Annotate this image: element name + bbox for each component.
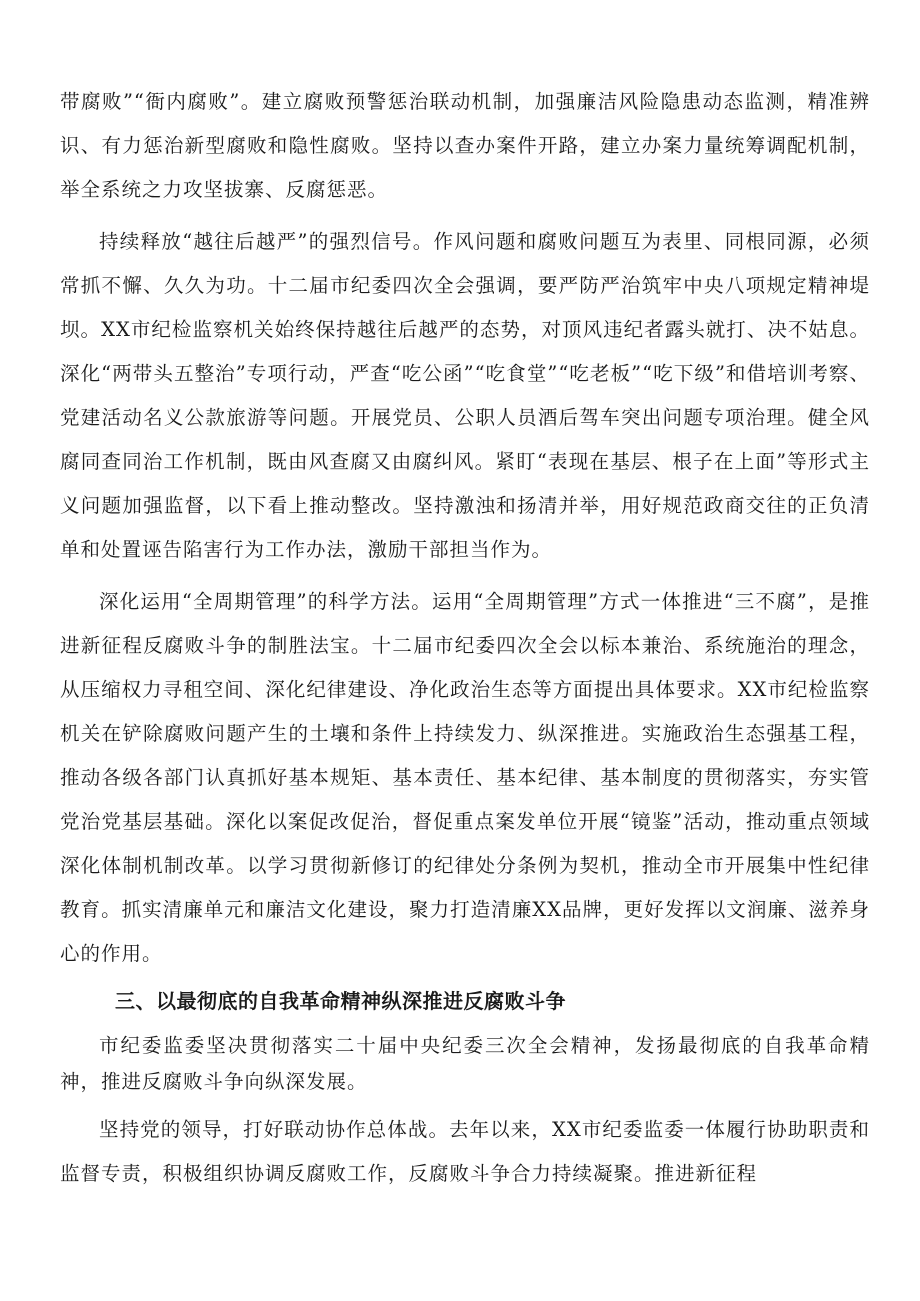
section-paragraph-1: 市纪委监委坚决贯彻落实二十届中央纪委三次全会精神，发扬最彻底的自我革命精神，推进反腐败斗争向纵深发展。 xyxy=(60,1034,870,1093)
section-heading: 三、以最彻底的自我革命精神纵深推进反腐败斗争 xyxy=(115,989,566,1013)
section-paragraph-2: 坚持党的领导，打好联动协作总体战。去年以来，XX市纪委监委一体履行协助职责和监督专责，积极组织协调反腐败工作，反腐败斗争合力持续凝聚。推进新征程 xyxy=(60,1118,870,1185)
paragraph-3: 深化运用“全周期管理”的科学方法。运用“全周期管理”方式一体推进“三不腐”，是推进新征程反腐败斗争的制胜法宝。十二届市纪委四次全会以标本兼治、系统施治的理念，从压缩权力寻租空间、深化纪律建设、净化政治生态等方面提出具体要求。XX市纪检监察机关在铲除腐败问题产生的土壤和条件上持续发力、纵深推进。实施政治生态强基工程，推动各级各部门认真抓好基本规矩、基本责任、基本纪律、基本制度的贯彻落实，夯实管党治党基层基础。深化以案促改促治，督促重点案发单位开展“镜鉴”活动，推动重点领域深化体制机制改革。以学习贯彻新修订的纪律处分条例为契机，推动全市开展集中性纪律教育。抓实清廉单元和廉洁文化建设，聚力打造清廉XX品牌，更好发挥以文润廉、滋养身心的作用。 xyxy=(60,590,870,965)
paragraph-2: 持续释放“越往后越严”的强烈信号。作风问题和腐败问题互为表里、同根同源，必须常抓不懈、久久为功。十二届市纪委四次全会强调，要严防严治筑牢中央八项规定精神堤坝。XX市纪检监察机关始终保持越往后越严的态势，对顶风违纪者露头就打、决不姑息。深化“两带头五整治”专项行动，严查“吃公函”“吃食堂”“吃老板”“吃下级”和借培训考察、党建活动名义公款旅游等问题。开展党员、公职人员酒后驾车突出问题专项治理。健全风腐同查同治工作机制，既由风查腐又由腐纠风。紧盯“表现在基层、根子在上面”等形式主义问题加强监督，以下看上推动整改。坚持激浊和扬清并举，用好规范政商交往的正负清单和处置诬告陷害行为工作办法，激励干部担当作为。 xyxy=(60,230,870,561)
paragraph-1: 带腐败”“衙内腐败”。建立腐败预警惩治联动机制，加强廉洁风险隐患动态监测，精准辨识、有力惩治新型腐败和隐性腐败。坚持以查办案件开路，建立办案力量统筹调配机制，举全系统之力攻坚拔寨、反腐惩恶。 xyxy=(60,90,870,201)
document-page xyxy=(60,80,870,1196)
